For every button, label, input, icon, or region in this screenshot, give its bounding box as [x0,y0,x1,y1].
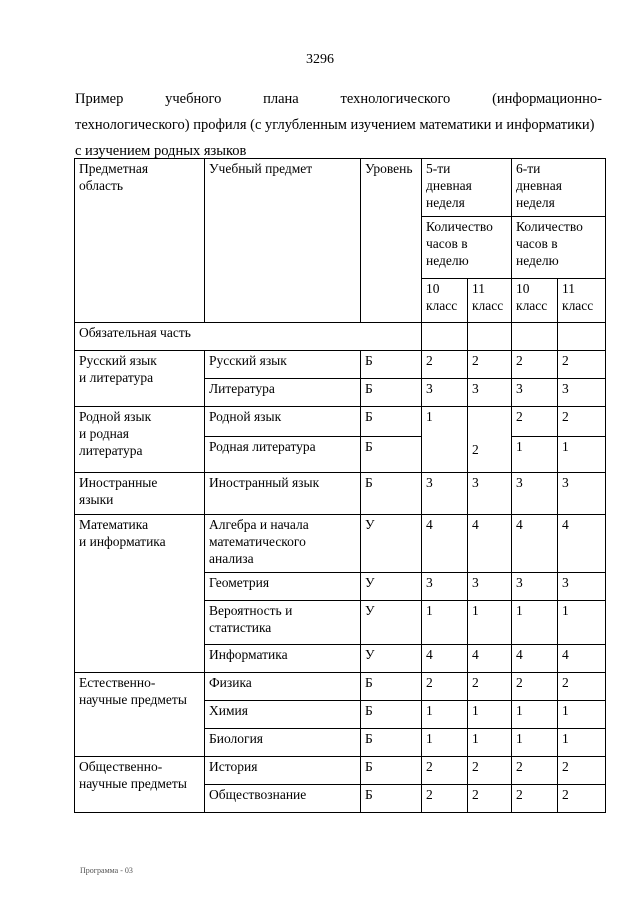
hours-cell: 3 [422,573,468,601]
level-cell: Б [361,729,422,757]
hours-cell: 1 [422,729,468,757]
header-hours-6day: Количество часов в неделю [512,217,606,279]
hours-cell: 1 [558,601,606,645]
hours-cell: 2 [422,673,468,701]
level-cell: Б [361,673,422,701]
hours-cell: 1 [512,729,558,757]
level-cell: Б [361,379,422,407]
hours-cell: 4 [422,645,468,673]
hours-cell: 2 [468,785,512,813]
hours-cell: 3 [468,379,512,407]
subject-cell: Алгебра и начала математического анализа [205,515,361,573]
header-5day-week: 5-ти дневная неделя [422,159,512,217]
hours-cell: 1 [558,436,606,472]
hours-cell: 3 [468,573,512,601]
area-cell: Математика и информатика [75,515,205,673]
hours-cell: 4 [468,515,512,573]
hours-cell-merged: 2 [468,407,512,473]
hours-cell: 2 [422,757,468,785]
hours-cell: 3 [512,379,558,407]
header-grade-10-6day: 10 класс [512,279,558,323]
area-cell: Иностранные языки [75,473,205,515]
title-word: плана [263,91,299,107]
hours-cell: 2 [512,673,558,701]
curriculum-table [74,158,606,813]
header-level: Уровень [361,159,422,323]
subject-cell: История [205,757,361,785]
hours-cell: 2 [468,757,512,785]
subject-cell: Вероятность и статистика [205,601,361,645]
hours-cell: 2 [422,785,468,813]
hours-cell: 4 [422,515,468,573]
empty-cell [468,323,512,351]
hours-cell: 2 [512,351,558,379]
hours-cell: 3 [468,473,512,515]
subject-cell: Литература [205,379,361,407]
subject-cell: Физика [205,673,361,701]
title-line-3: с изучением родных языков [75,143,247,159]
hours-cell: 2 [512,757,558,785]
hours-cell: 4 [512,515,558,573]
level-cell: Б [361,785,422,813]
hours-cell: 1 [512,436,558,472]
hours-cell: 2 [558,351,606,379]
hours-cell: 1 [512,601,558,645]
hours-cell: 3 [422,473,468,515]
subject-cell: Геометрия [205,573,361,601]
title-word: технологического [340,91,451,107]
hours-cell: 2 [558,785,606,813]
title-word: учебного [165,91,222,107]
hours-cell: 1 [558,729,606,757]
hours-cell: 3 [558,573,606,601]
title-word: Пример [75,91,124,107]
hours-cell: 2 [468,673,512,701]
page-footer: Программа - 03 [80,866,133,875]
subject-cell: Родной язык [205,407,361,437]
area-cell: Родной язык и родная литература [75,407,205,473]
hours-cell: 4 [558,515,606,573]
header-subject: Учебный предмет [205,159,361,323]
empty-cell [558,323,606,351]
hours-cell: 3 [558,473,606,515]
header-grade-11-5day: 11 класс [468,279,512,323]
hours-cell: 3 [558,379,606,407]
level-cell: Б [361,757,422,785]
level-cell: Б [361,473,422,515]
header-grade-11-6day: 11 класс [558,279,606,323]
subject-cell: Родная литература [205,436,361,472]
level-cell: Б [361,407,422,437]
hours-cell: 1 [512,701,558,729]
header-grade-10-5day: 10 класс [422,279,468,323]
header-area: Предметная область [75,159,205,323]
level-cell: Б [361,701,422,729]
hours-cell: 1 [422,701,468,729]
hours-cell: 4 [468,645,512,673]
mandatory-part-label: Обязательная часть [75,323,422,351]
level-cell: У [361,645,422,673]
hours-cell: 2 [512,785,558,813]
title-word: (информационно- [492,91,602,107]
hours-cell: 1 [468,701,512,729]
hours-cell: 2 [468,351,512,379]
level-cell: У [361,573,422,601]
hours-cell: 4 [558,645,606,673]
area-cell: Общественно- научные предметы [75,757,205,813]
subject-cell: Иностранный язык [205,473,361,515]
area-cell: Естественно- научные предметы [75,673,205,757]
subject-cell: Химия [205,701,361,729]
hours-cell: 2 [558,407,606,437]
title-line-2: технологического) профиля (с углубленным изучением математики и информатики) [75,117,595,133]
title-line-1 [75,86,602,112]
hours-cell: 1 [558,701,606,729]
hours-cell: 3 [422,379,468,407]
hours-cell: 3 [512,473,558,515]
header-6day-week: 6-ти дневная неделя [512,159,606,217]
hours-cell: 4 [512,645,558,673]
document-title [75,86,602,164]
page-number: 3296 [306,52,334,67]
area-cell: Русский язык и литература [75,351,205,407]
hours-cell: 3 [512,573,558,601]
level-cell: У [361,601,422,645]
header-hours-5day: Количество часов в неделю [422,217,512,279]
hours-cell: 2 [512,407,558,437]
hours-cell: 2 [422,351,468,379]
level-cell: Б [361,436,422,472]
hours-cell: 1 [468,729,512,757]
empty-cell [422,323,468,351]
subject-cell: Информатика [205,645,361,673]
hours-cell: 1 [422,601,468,645]
subject-cell: Биология [205,729,361,757]
subject-cell: Обществознание [205,785,361,813]
empty-cell [512,323,558,351]
hours-cell: 2 [558,757,606,785]
hours-cell: 1 [468,601,512,645]
hours-cell-merged: 1 [422,407,468,473]
level-cell: У [361,515,422,573]
hours-cell: 2 [558,673,606,701]
level-cell: Б [361,351,422,379]
subject-cell: Русский язык [205,351,361,379]
